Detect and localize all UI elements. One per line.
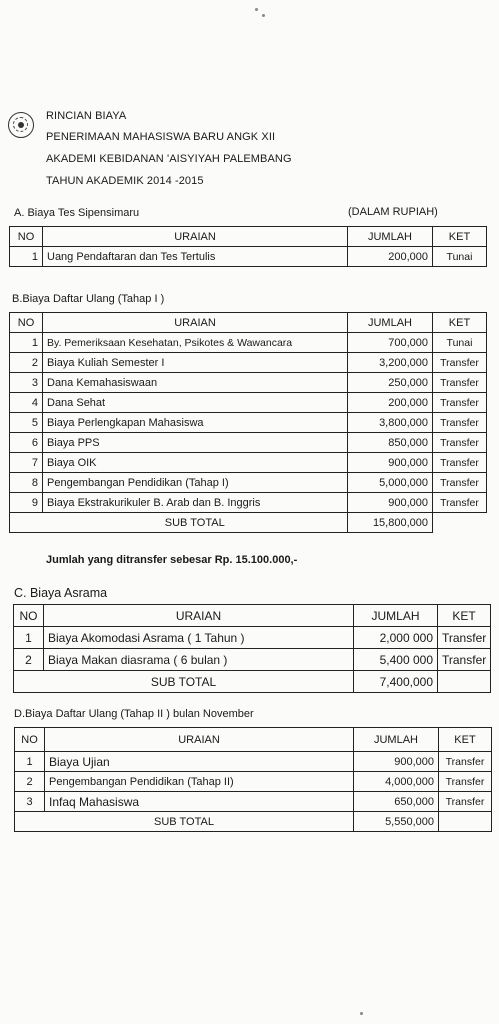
scan-speck <box>262 14 265 17</box>
row-jumlah: 3,800,000 <box>348 413 433 433</box>
row-ket: Transfer <box>433 453 487 473</box>
col-no-header: NO <box>14 605 44 627</box>
row-uraian: Biaya Makan diasrama ( 6 bulan ) <box>44 649 354 671</box>
scan-speck <box>255 8 258 11</box>
subtotal-ket-blank <box>438 671 491 693</box>
col-ket-header: KET <box>439 728 492 752</box>
row-ket: Transfer <box>438 649 491 671</box>
row-jumlah: 3,200,000 <box>348 353 433 373</box>
header-line-2: PENERIMAAN MAHASISWA BARU ANGK XII <box>46 131 276 143</box>
row-no: 1 <box>15 752 45 772</box>
row-ket: Transfer <box>433 353 487 373</box>
col-jumlah-header: JUMLAH <box>354 728 439 752</box>
col-no-header: NO <box>10 313 43 333</box>
subtotal-label: SUB TOTAL <box>15 812 354 832</box>
row-ket: Transfer <box>433 393 487 413</box>
col-uraian-header: URAIAN <box>43 227 348 247</box>
col-jumlah-header: JUMLAH <box>348 313 433 333</box>
table-row <box>10 353 487 373</box>
section-b-title: B.Biaya Daftar Ulang (Tahap I ) <box>12 293 165 305</box>
row-jumlah: 200,000 <box>348 393 433 413</box>
subtotal-ket-blank <box>433 513 487 533</box>
subtotal-row <box>10 513 487 533</box>
row-ket: Transfer <box>433 433 487 453</box>
section-a-title: A. Biaya Tes Sipensimaru <box>14 207 140 219</box>
row-uraian: Biaya OIK <box>43 453 348 473</box>
header-line-3: AKADEMI KEBIDANAN 'AISYIYAH PALEMBANG <box>46 153 292 165</box>
row-uraian: Dana Sehat <box>43 393 348 413</box>
row-no: 2 <box>10 353 43 373</box>
row-no: 6 <box>10 433 43 453</box>
row-jumlah: 650,000 <box>354 792 439 812</box>
col-ket-header: KET <box>433 313 487 333</box>
row-uraian: Pengembangan Pendidikan (Tahap I) <box>43 473 348 493</box>
col-uraian-header: URAIAN <box>44 605 354 627</box>
subtotal-blank <box>10 513 43 533</box>
row-no: 1 <box>10 333 43 353</box>
row-ket: Transfer <box>433 373 487 393</box>
subtotal-amount: 5,550,000 <box>354 812 439 832</box>
table-row <box>14 649 491 671</box>
section-d-header-table <box>14 727 492 752</box>
section-b-table <box>9 312 487 533</box>
row-uraian: Biaya PPS <box>43 433 348 453</box>
col-ket-header: KET <box>433 227 487 247</box>
row-uraian: Uang Pendaftaran dan Tes Tertulis <box>43 247 348 267</box>
row-jumlah: 5,400 000 <box>354 649 438 671</box>
table-row <box>10 373 487 393</box>
row-jumlah: 4,000,000 <box>354 772 439 792</box>
row-no: 2 <box>14 649 44 671</box>
table-row <box>10 493 487 513</box>
col-jumlah-header: JUMLAH <box>354 605 438 627</box>
row-no: 3 <box>15 792 45 812</box>
row-no: 8 <box>10 473 43 493</box>
row-no: 1 <box>14 627 44 649</box>
row-uraian: Dana Kemahasiswaan <box>43 373 348 393</box>
table-row <box>10 413 487 433</box>
row-uraian: Biaya Ujian <box>45 752 354 772</box>
row-no: 2 <box>15 772 45 792</box>
row-ket: Transfer <box>433 473 487 493</box>
row-uraian: By. Pemeriksaan Kesehatan, Psikotes & Wawancara <box>43 333 348 353</box>
row-ket: Tunai <box>433 247 487 267</box>
row-uraian: Biaya Kuliah Semester I <box>43 353 348 373</box>
section-d-title: D.Biaya Daftar Ulang (Tahap II ) bulan November <box>14 708 254 720</box>
row-ket: Tunai <box>433 333 487 353</box>
col-no-header: NO <box>15 728 45 752</box>
subtotal-ket-blank <box>439 812 492 832</box>
subtotal-amount: 15,800,000 <box>348 513 433 533</box>
row-jumlah: 900,000 <box>348 453 433 473</box>
header-line-4: TAHUN AKADEMIK 2014 -2015 <box>46 175 204 187</box>
row-uraian: Biaya Perlengkapan Mahasiswa <box>43 413 348 433</box>
row-jumlah: 2,000 000 <box>354 627 438 649</box>
col-uraian-header: URAIAN <box>45 728 354 752</box>
col-jumlah-header: JUMLAH <box>348 227 433 247</box>
row-no: 5 <box>10 413 43 433</box>
row-no: 7 <box>10 453 43 473</box>
transfer-note: Jumlah yang ditransfer sebesar Rp. 15.100.000,- <box>46 554 298 566</box>
row-jumlah: 850,000 <box>348 433 433 453</box>
unit-note: (DALAM RUPIAH) <box>348 206 438 218</box>
row-ket: Transfer <box>439 792 492 812</box>
row-no: 1 <box>10 247 43 267</box>
header-line-1: RINCIAN BIAYA <box>46 110 127 122</box>
row-ket: Transfer <box>439 752 492 772</box>
row-uraian: Infaq Mahasiswa <box>45 792 354 812</box>
row-jumlah: 700,000 <box>348 333 433 353</box>
row-no: 9 <box>10 493 43 513</box>
row-uraian: Biaya Akomodasi Asrama ( 1 Tahun ) <box>44 627 354 649</box>
subtotal-amount: 7,400,000 <box>354 671 438 693</box>
row-no: 4 <box>10 393 43 413</box>
subtotal-row <box>14 671 491 693</box>
table-row <box>10 247 487 267</box>
section-c-table <box>13 604 491 693</box>
row-ket: Transfer <box>433 493 487 513</box>
institution-logo <box>8 112 34 138</box>
section-a-table <box>9 226 487 267</box>
row-uraian: Pengembangan Pendidikan (Tahap II) <box>45 772 354 792</box>
row-jumlah: 200,000 <box>348 247 433 267</box>
row-jumlah: 900,000 <box>348 493 433 513</box>
subtotal-label: SUB TOTAL <box>43 513 348 533</box>
col-ket-header: KET <box>438 605 491 627</box>
subtotal-label: SUB TOTAL <box>14 671 354 693</box>
section-d-table <box>14 751 492 832</box>
table-row <box>10 393 487 413</box>
row-jumlah: 5,000,000 <box>348 473 433 493</box>
row-no: 3 <box>10 373 43 393</box>
subtotal-row <box>15 812 492 832</box>
table-row <box>14 627 491 649</box>
row-ket: Transfer <box>439 772 492 792</box>
row-uraian: Biaya Ekstrakurikuler B. Arab dan B. Inggris <box>43 493 348 513</box>
table-row <box>10 453 487 473</box>
table-row <box>15 792 492 812</box>
table-row <box>10 333 487 353</box>
section-c-title: C. Biaya Asrama <box>14 586 108 600</box>
row-ket: Transfer <box>433 413 487 433</box>
table-row <box>10 433 487 453</box>
table-row <box>15 752 492 772</box>
row-jumlah: 900,000 <box>354 752 439 772</box>
col-uraian-header: URAIAN <box>43 313 348 333</box>
scan-speck <box>360 1012 363 1015</box>
row-jumlah: 250,000 <box>348 373 433 393</box>
table-row <box>10 473 487 493</box>
table-row <box>15 772 492 792</box>
col-no-header: NO <box>10 227 43 247</box>
row-ket: Transfer <box>438 627 491 649</box>
